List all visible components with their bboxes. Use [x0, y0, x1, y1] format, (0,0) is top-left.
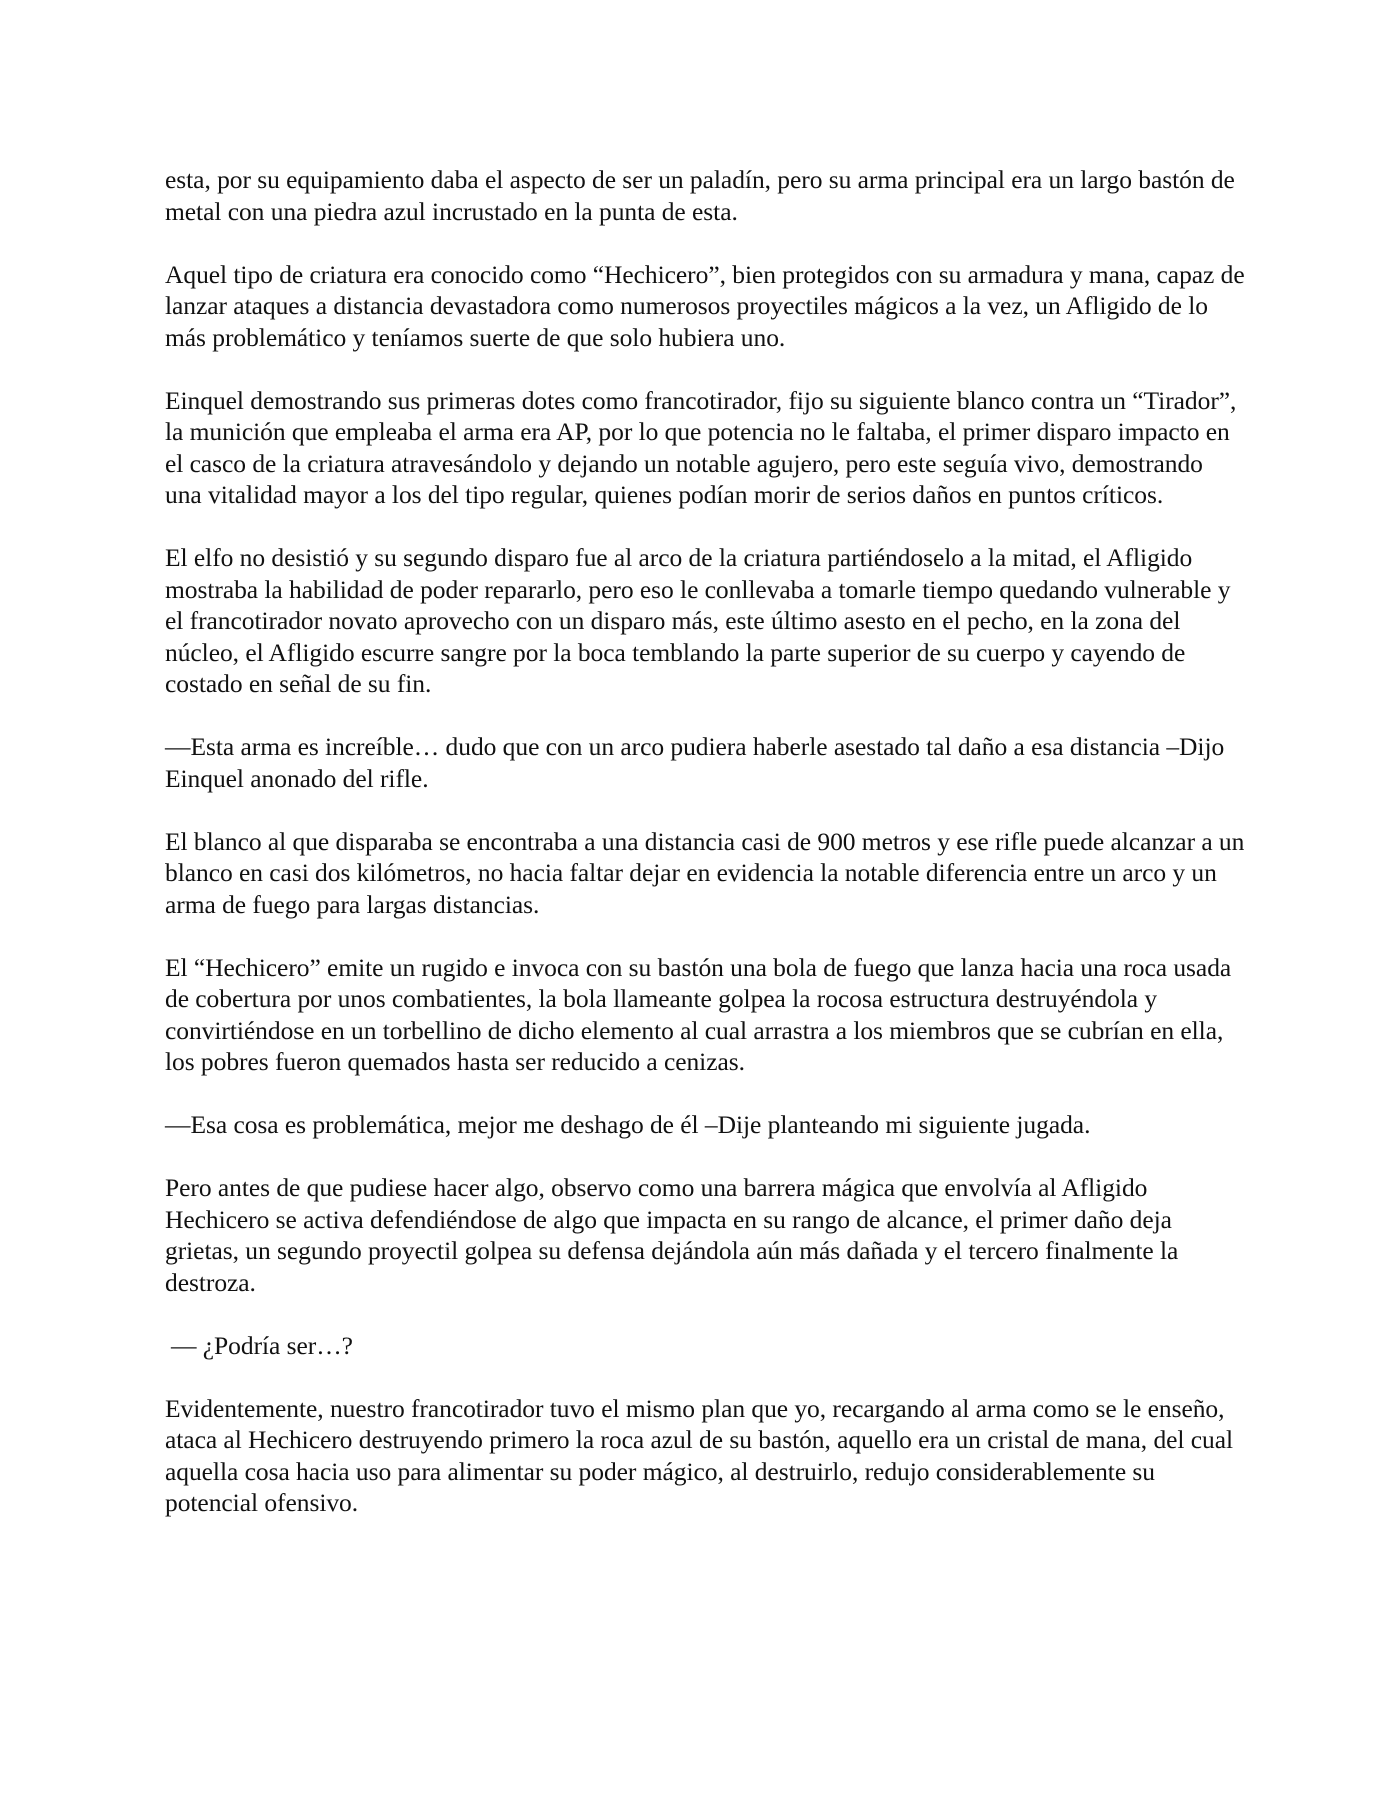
document-body — [165, 164, 1245, 1519]
paragraph: Pero antes de que pudiese hacer algo, observo como una barrera mágica que envolvía al Afligido Hechicero se activa defendiéndose de algo que impacta en su rango de alcance, el primer daño deja grietas, un segundo proyectil golpea su defensa dejándola aún más dañada y el tercero finalmente la destroza. — [165, 1173, 1179, 1297]
dialogue-paragraph: —Esa cosa es problemática, mejor me deshago de él –Dije planteando mi siguiente jugada. — [165, 1110, 1091, 1139]
paragraph: Aquel tipo de criatura era conocido como “Hechicero”, bien protegidos con su armadura y mana, capaz de lanzar ataques a distancia devastadora como numerosos proyectiles mágicos a la vez, un Afligido de lo más problemático y teníamos suerte de que solo hubiera uno. — [165, 259, 1245, 352]
paragraph: esta, por su equipamiento daba el aspecto de ser un paladín, pero su arma principal era un largo bastón de metal con una piedra azul incrustado en la punta de esta. — [165, 165, 1235, 226]
paragraph: El blanco al que disparaba se encontraba a una distancia casi de 900 metros y ese rifle puede alcanzar a un blanco en casi dos kilómetros, no hacia faltar dejar en evidencia la notable diferencia entre un arco y un arma de fuego para largas distancias. — [165, 826, 1245, 919]
paragraph: El elfo no desistió y su segundo disparo fue al arco de la criatura partiéndoselo a la mitad, el Afligido mostraba la habilidad de poder repararlo, pero eso le conllevaba a tomarle tiempo quedando vulnerable y el francotirador novato aprovecho con un disparo más, este último asesto en el pecho, en la zona del núcleo, el Afligido escurre sangre por la boca temblando la parte superior de su cuerpo y cayendo de costado en señal de su fin. — [165, 543, 1231, 698]
paragraph: Evidentemente, nuestro francotirador tuvo el mismo plan que yo, recargando al arma como se le enseño, ataca al Hechicero destruyendo primero la roca azul de su bastón, aquello era un cristal de mana, del cual aquella cosa hacia uso para alimentar su poder mágico, al destruirlo, redujo considerablemente su potencial ofensivo. — [165, 1393, 1234, 1517]
paragraph: Einquel demostrando sus primeras dotes como francotirador, fijo su siguiente blanco contra un “Tirador”, la munición que empleaba el arma era AP, por lo que potencia no le faltaba, el primer disparo impacto en el casco de la criatura atravesándolo y dejando un notable agujero, pero este seguía vivo, demostrando una vitalidad mayor a los del tipo regular, quienes podían morir de serios daños en puntos críticos. — [165, 385, 1237, 509]
paragraph: El “Hechicero” emite un rugido e invoca con su bastón una bola de fuego que lanza hacia una roca usada de cobertura por unos combatientes, la bola llameante golpea la rocosa estructura destruyéndola y convirtiéndose en un torbellino de dicho elemento al cual arrastra a los miembros que se cubrían en ella, los pobres fueron quemados hasta ser reducido a cenizas. — [165, 952, 1232, 1076]
dialogue-paragraph: —Esta arma es increíble… dudo que con un arco pudiera haberle asestado tal daño a esa distancia –Dijo Einquel anonado del rifle. — [165, 732, 1225, 793]
dialogue-paragraph: — ¿Podría ser…? — [171, 1330, 353, 1360]
